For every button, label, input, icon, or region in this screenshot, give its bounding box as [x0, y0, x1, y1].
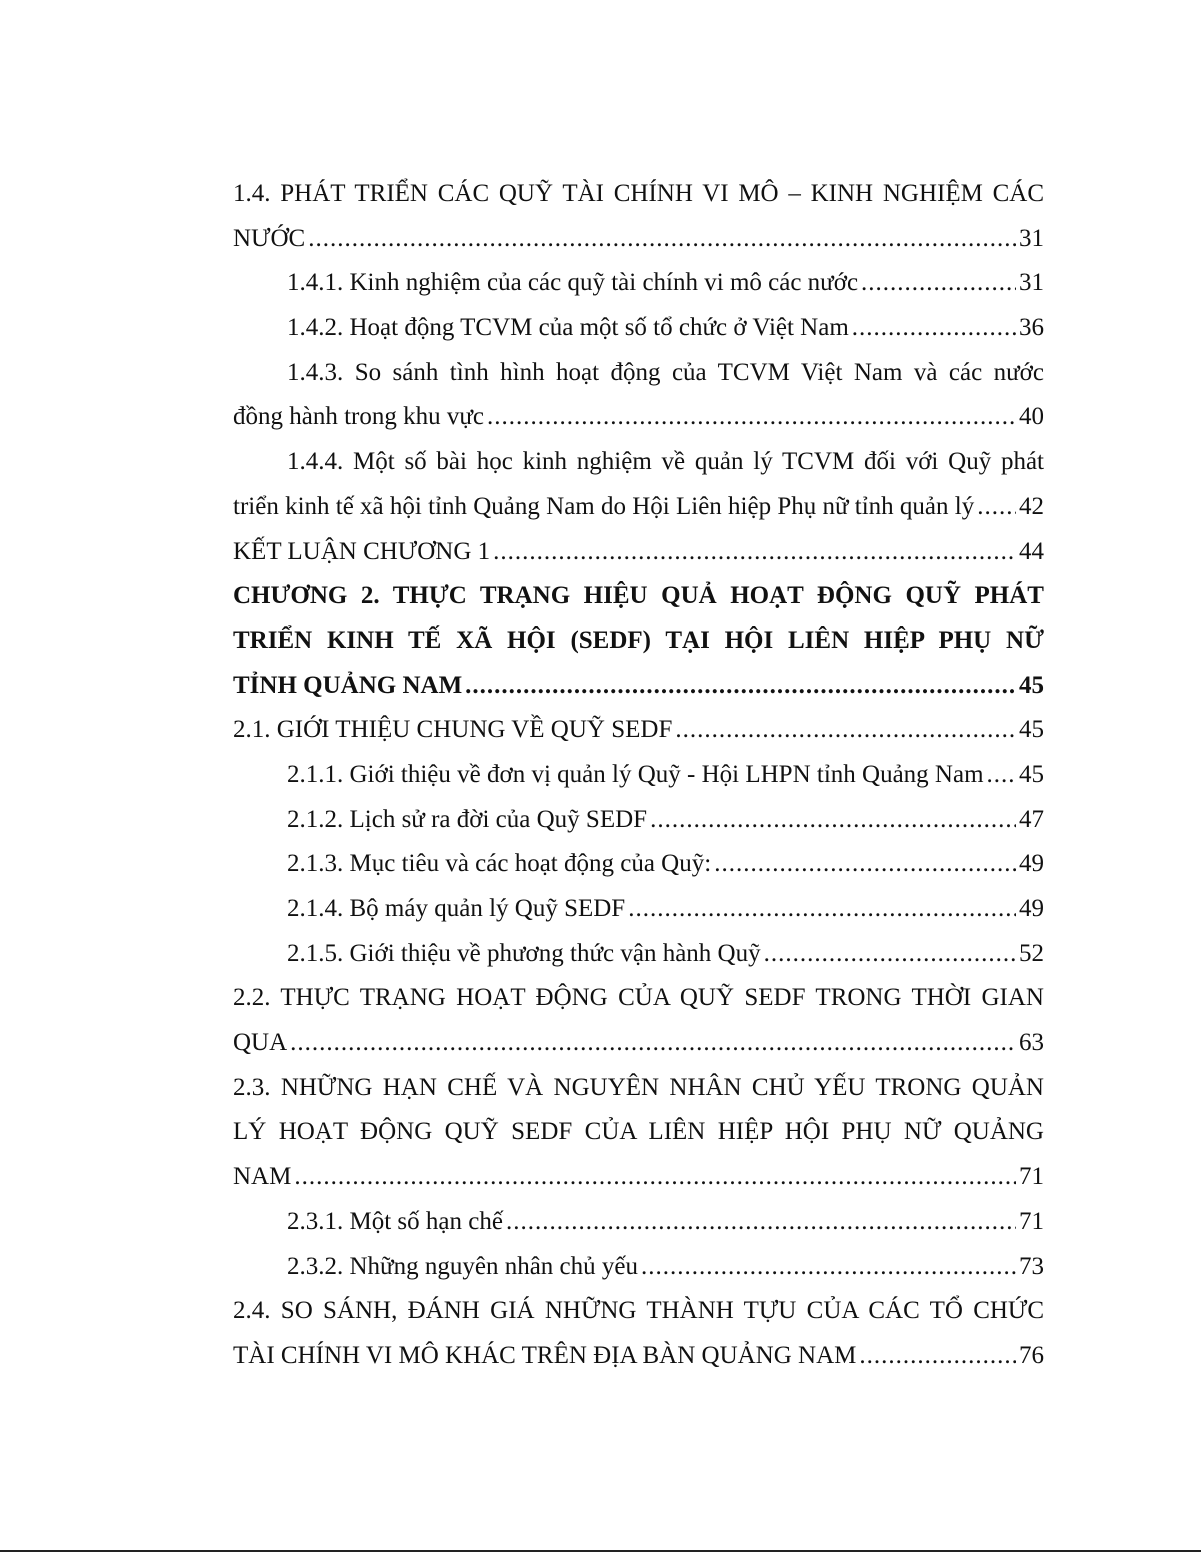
- toc-entry-text: CHƯƠNG 2. THỰC TRẠNG HIỆU QUẢ HOẠT ĐỘNG QUỸ PHÁT: [233, 582, 1044, 610]
- dot-leader: [465, 664, 1016, 709]
- toc-entry-text: 2.4. SO SÁNH, ĐÁNH GIÁ NHỮNG THÀNH TỰU CỦA CÁC TỔ CHỨC: [233, 1297, 1044, 1325]
- toc-entry-text: TRIỂN KINH TẾ XÃ HỘI (SEDF) TẠI HỘI LIÊN HIỆP PHỤ NỮ: [233, 626, 1044, 654]
- toc-page-number: 44: [1019, 537, 1044, 565]
- dot-leader: [628, 887, 1016, 932]
- toc-entry: [233, 1289, 1044, 1334]
- toc-entry: [233, 440, 1044, 485]
- toc-entry: [233, 708, 1044, 753]
- dot-leader: [675, 708, 1016, 753]
- toc-entry-text: 1.4.3. So sánh tình hình hoạt động của TCVM Việt Nam và các nước: [287, 358, 1044, 386]
- toc-entry: [233, 842, 1044, 887]
- dot-leader: [714, 842, 1016, 887]
- toc-page-number: 45: [1019, 716, 1044, 744]
- table-of-contents: [233, 172, 1044, 1379]
- dot-leader: [987, 753, 1016, 798]
- toc-entry-text: 2.3.2. Những nguyên nhân chủ yếu: [287, 1252, 638, 1280]
- toc-entry-text: 2.1. GIỚI THIỆU CHUNG VỀ QUỸ SEDF: [233, 716, 673, 744]
- dot-leader: [650, 798, 1016, 843]
- toc-entry-text: 1.4.4. Một số bài học kinh nghiệm về quản lý TCVM đối với Quỹ phát: [287, 448, 1044, 476]
- toc-entry-text: LÝ HOẠT ĐỘNG QUỸ SEDF CỦA LIÊN HIỆP HỘI PHỤ NỮ QUẢNG: [233, 1118, 1044, 1146]
- toc-entry: [233, 217, 1044, 262]
- dot-leader: [859, 1334, 1016, 1379]
- toc-entry: [233, 530, 1044, 575]
- toc-entry: [233, 1110, 1044, 1155]
- toc-entry: [233, 887, 1044, 932]
- dot-leader: [294, 1155, 1016, 1200]
- dot-leader: [852, 306, 1016, 351]
- toc-entry-text: 1.4. PHÁT TRIỂN CÁC QUỸ TÀI CHÍNH VI MÔ – KINH NGHIỆM CÁC: [233, 180, 1044, 207]
- toc-entry: [233, 1245, 1044, 1290]
- toc-entry-text: TÀI CHÍNH VI MÔ KHÁC TRÊN ĐỊA BÀN QUẢNG NAM: [233, 1341, 857, 1369]
- toc-page-number: 52: [1019, 939, 1044, 967]
- dot-leader: [506, 1200, 1016, 1245]
- toc-entry-text: 2.1.2. Lịch sử ra đời của Quỹ SEDF: [287, 805, 648, 833]
- toc-page-number: 45: [1019, 760, 1044, 788]
- toc-entry-text: 1.4.1. Kinh nghiệm của các quỹ tài chính vi mô các nước: [287, 269, 859, 297]
- toc-page-number: 36: [1019, 314, 1044, 342]
- toc-entry-text: 2.1.1. Giới thiệu về đơn vị quản lý Quỹ - Hội LHPN tỉnh Quảng Nam: [287, 760, 984, 788]
- toc-entry-text: đồng hành trong khu vực: [233, 403, 485, 431]
- dot-leader: [977, 485, 1016, 530]
- dot-leader: [764, 932, 1016, 977]
- toc-entry-text: 1.4.2. Hoạt động TCVM của một số tổ chức ở Việt Nam: [287, 314, 849, 342]
- toc-page-number: 73: [1019, 1252, 1044, 1280]
- toc-entry: [233, 351, 1044, 396]
- toc-entry: [233, 1155, 1044, 1200]
- toc-entry: [233, 932, 1044, 977]
- toc-entry-text: 2.1.5. Giới thiệu về phương thức vận hành Quỹ: [287, 939, 761, 967]
- toc-page-number: 47: [1019, 805, 1044, 833]
- toc-entry: [233, 619, 1044, 664]
- toc-entry-text: TỈNH QUẢNG NAM: [233, 671, 463, 699]
- toc-entry-text: QUA: [233, 1029, 288, 1057]
- toc-entry: [233, 1021, 1044, 1066]
- toc-entry-text: 2.2. THỰC TRẠNG HOẠT ĐỘNG CỦA QUỸ SEDF TRONG THỜI GIAN: [233, 984, 1044, 1012]
- toc-entry: [233, 395, 1044, 440]
- toc-entry-text: 2.1.4. Bộ máy quản lý Quỹ SEDF: [287, 895, 626, 922]
- dot-leader: [493, 530, 1016, 575]
- toc-entry: [233, 574, 1044, 619]
- toc-page-number: 76: [1019, 1341, 1044, 1369]
- dot-leader: [861, 261, 1016, 306]
- toc-entry-text: NƯỚC: [233, 224, 306, 252]
- toc-entry-text: 2.3.1. Một số hạn chế: [287, 1207, 503, 1235]
- toc-entry: [233, 1200, 1044, 1245]
- page-bottom-rule: [0, 1550, 1201, 1552]
- dot-leader: [308, 217, 1016, 262]
- toc-page-number: 42: [1019, 492, 1044, 520]
- toc-page-number: 31: [1019, 224, 1044, 252]
- toc-page-number: 31: [1019, 269, 1044, 297]
- toc-page-number: 40: [1019, 403, 1044, 431]
- toc-entry-text: 2.1.3. Mục tiêu và các hoạt động của Quỹ:: [287, 850, 712, 878]
- toc-page-number: 71: [1019, 1207, 1044, 1235]
- toc-entry: [233, 485, 1044, 530]
- toc-entry: [233, 664, 1044, 709]
- toc-page-number: 63: [1019, 1029, 1044, 1057]
- toc-entry-text: triển kinh tế xã hội tỉnh Quảng Nam do Hội Liên hiệp Phụ nữ tỉnh quản lý: [233, 492, 975, 520]
- toc-entry-text: NAM: [233, 1163, 292, 1191]
- toc-entry: [233, 261, 1044, 306]
- toc-entry: [233, 753, 1044, 798]
- toc-entry: [233, 172, 1044, 217]
- toc-entry-text: KẾT LUẬN CHƯƠNG 1: [233, 537, 491, 565]
- toc-entry: [233, 1334, 1044, 1379]
- toc-page-number: 49: [1019, 850, 1044, 878]
- toc-entry-text: 2.3. NHỮNG HẠN CHẾ VÀ NGUYÊN NHÂN CHỦ YẾU TRONG QUẢN: [233, 1073, 1044, 1101]
- toc-page-number: 49: [1019, 895, 1044, 922]
- dot-leader: [487, 395, 1016, 440]
- toc-page-number: 71: [1019, 1163, 1044, 1191]
- toc-entry: [233, 1066, 1044, 1111]
- toc-entry: [233, 306, 1044, 351]
- toc-entry: [233, 798, 1044, 843]
- dot-leader: [641, 1245, 1016, 1290]
- toc-entry: [233, 976, 1044, 1021]
- dot-leader: [290, 1021, 1016, 1066]
- toc-page-number: 45: [1019, 671, 1044, 699]
